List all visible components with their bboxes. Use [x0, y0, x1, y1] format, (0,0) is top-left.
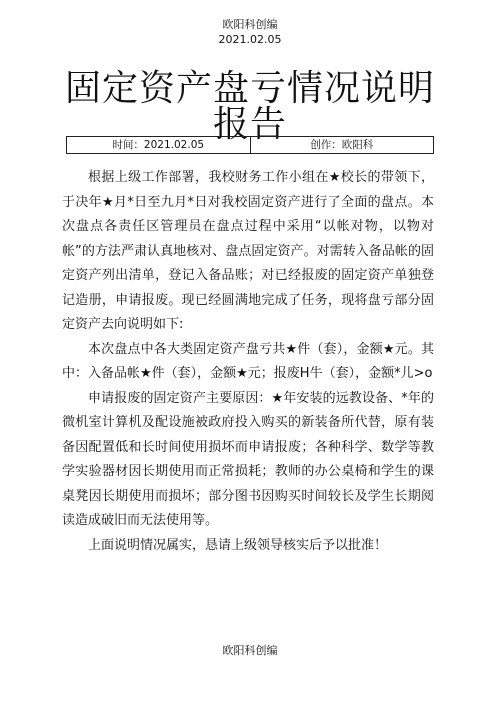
- header-date: 2021.02.05: [218, 33, 282, 46]
- footer-author: 欧阳科创编: [222, 644, 278, 657]
- meta-table: [66, 136, 434, 154]
- document-body: [62, 166, 434, 558]
- header-author: 欧阳科创编: [222, 18, 278, 31]
- meta-time: 时间：2021.02.05: [112, 139, 205, 151]
- document-title: 固定资产盘亏情况说明报告: [64, 68, 435, 146]
- paragraph-scrap-reasons: 申请报废的固定资产主要原因：★年安装的远教设备、*年的微机室计算机及配设施被政府投入购买的新装备所代替，原有装备因配置低和长时间使用损坏而申请报废；各种科学、数学等教学实验器材因长期使用而正常损耗；教师的办公桌椅和学生的课桌凳因长期使用而损坏；部分图书因购买时间较长及学生长期阅读造成破旧而无法使用等。: [62, 390, 434, 528]
- paragraph-approval-request: 上面说明情况属实，恳请上级领导核实后予以批准！: [88, 537, 388, 553]
- paragraph-loss-summary: 本次盘点中各大类固定资产盘亏共★件（套），金额★元。其中：入备品帐★件（套），金额★元；报废H牛（套），金额*儿>o: [62, 341, 434, 381]
- paragraph-inventory-intro: 根据上级工作部署，我校财务工作小组在★校长的带领下，于决年★月*日至九月*日对我校固定资产进行了全面的盘点。本次盘点各责任区管理员在盘点过程中采用“以帐对物，以物对帐”的方法严肃认真地核对、盘点固定资产。对需转入备品帐的固定资产列出清单，登记入备品账；对已经报废的固定资产单独登记造册，申请报废。现已经圆满地完成了任务，现将盘亏部分固定资产去向说明如下:: [62, 170, 434, 332]
- meta-creator: 创作：欧阳科: [250, 137, 434, 153]
